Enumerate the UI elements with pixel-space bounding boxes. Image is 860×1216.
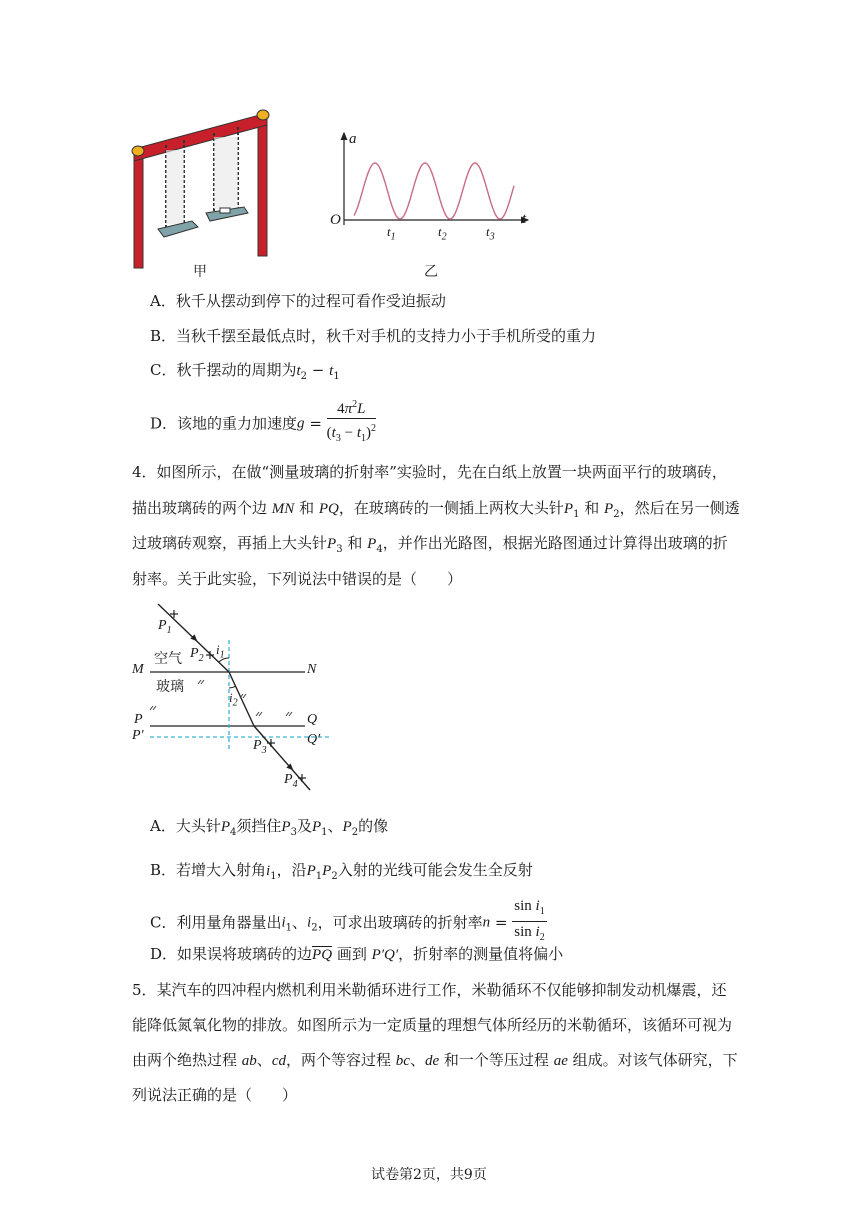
swing-illustration: [120, 105, 280, 270]
graph-y-label: a: [349, 131, 357, 147]
refraction-diagram: [130, 600, 350, 800]
label-p2: $P_2$: [190, 646, 204, 664]
q4-line-2: 描出玻璃砖的两个边 MN 和 PQ，在玻璃砖的一侧插上两枚大头针$P_1$ 和 $P_2$，然后在另一侧透: [132, 499, 740, 520]
q3-option-b: B．当秋千摆至最低点时，秋千对手机的支持力小于手机所受的重力: [150, 327, 597, 345]
graph-origin-label: O: [330, 212, 341, 228]
q3-option-a: A．秋千从摆动到停下的过程可看作受迫振动: [150, 292, 446, 310]
label-glass: 玻璃: [156, 679, 184, 695]
caption-yi: 乙: [424, 264, 438, 280]
q4-line-1: 4．如图所示，在做“测量玻璃的折射率”实验时，先在白纸上放置一块两面平行的玻璃砖，: [132, 463, 727, 481]
q4-option-d: D．如果误将玻璃砖的边$\overline{PQ}$ 画到 P′Q′，折射率的测量值将偏小: [150, 945, 564, 963]
label-i1: $i_1$: [216, 642, 225, 661]
page-footer: 试卷第2页，共9页: [371, 1167, 487, 1183]
graph-x-label: t: [522, 211, 527, 227]
graph-tick-t1: $t_1$: [387, 224, 396, 243]
label-p-prime: P′: [132, 728, 144, 743]
q4-line-3: 过玻璃砖观察，再插上大头针$P_3$ 和 $P_4$，并作出光路图，根据光路图通过计算得出玻璃的折: [132, 534, 728, 555]
q5-line-4: 列说法正确的是（ ）: [132, 1086, 298, 1104]
label-m: M: [132, 662, 144, 677]
label-p1: $P_1$: [158, 618, 172, 636]
q4-option-c: C．利用量角器量出$i_1$、$i_2$，可求出玻璃砖的折射率n = $\frac{\sin i_1}{\sin i_2}$: [150, 898, 545, 943]
graph-tick-t2: $t_2$: [438, 224, 447, 243]
label-p3: $P_3$: [253, 738, 267, 756]
graph-tick-t3: $t_3$: [486, 224, 495, 243]
label-q: Q: [307, 712, 318, 727]
label-n: N: [307, 662, 317, 677]
q3-option-c: C．秋千摆动的周期为$t_2 - t_1$: [150, 361, 340, 382]
q5-line-2: 能降低氮氧化物的排放。如图所示为一定质量的理想气体所经历的米勒循环，该循环可视为: [132, 1016, 733, 1034]
q4-option-a: A．大头针$P_4$须挡住$P_3$及$P_1$、$P_2$的像: [150, 817, 389, 838]
q3-option-d: D．该地的重力加速度g = $\frac{4\pi^2L}{(t_3 - t_1)^2}$: [150, 398, 376, 444]
label-p: P: [134, 712, 143, 727]
label-air: 空气: [154, 651, 182, 667]
label-p4: $P_4$: [284, 772, 298, 790]
acceleration-time-graph: [320, 125, 540, 245]
label-q-prime: Q′: [307, 732, 321, 747]
caption-jia: 甲: [193, 264, 207, 280]
q4-line-4: 射率。关于此实验，下列说法中错误的是（ ）: [132, 570, 463, 588]
q5-line-3: 由两个绝热过程 ab、cd，两个等容过程 bc、de 和一个等压过程 ae 组成。对该气体研究，下: [132, 1051, 738, 1069]
label-i2: $i_2$: [229, 690, 238, 709]
q4-option-b: B．若增大入射角$i_1$，沿$P_1P_2$入射的光线可能会发生全反射: [150, 861, 533, 882]
q5-line-1: 5．某汽车的四冲程内燃机利用米勒循环进行工作，米勒循环不仅能够抑制发动机爆震，还: [132, 981, 727, 999]
